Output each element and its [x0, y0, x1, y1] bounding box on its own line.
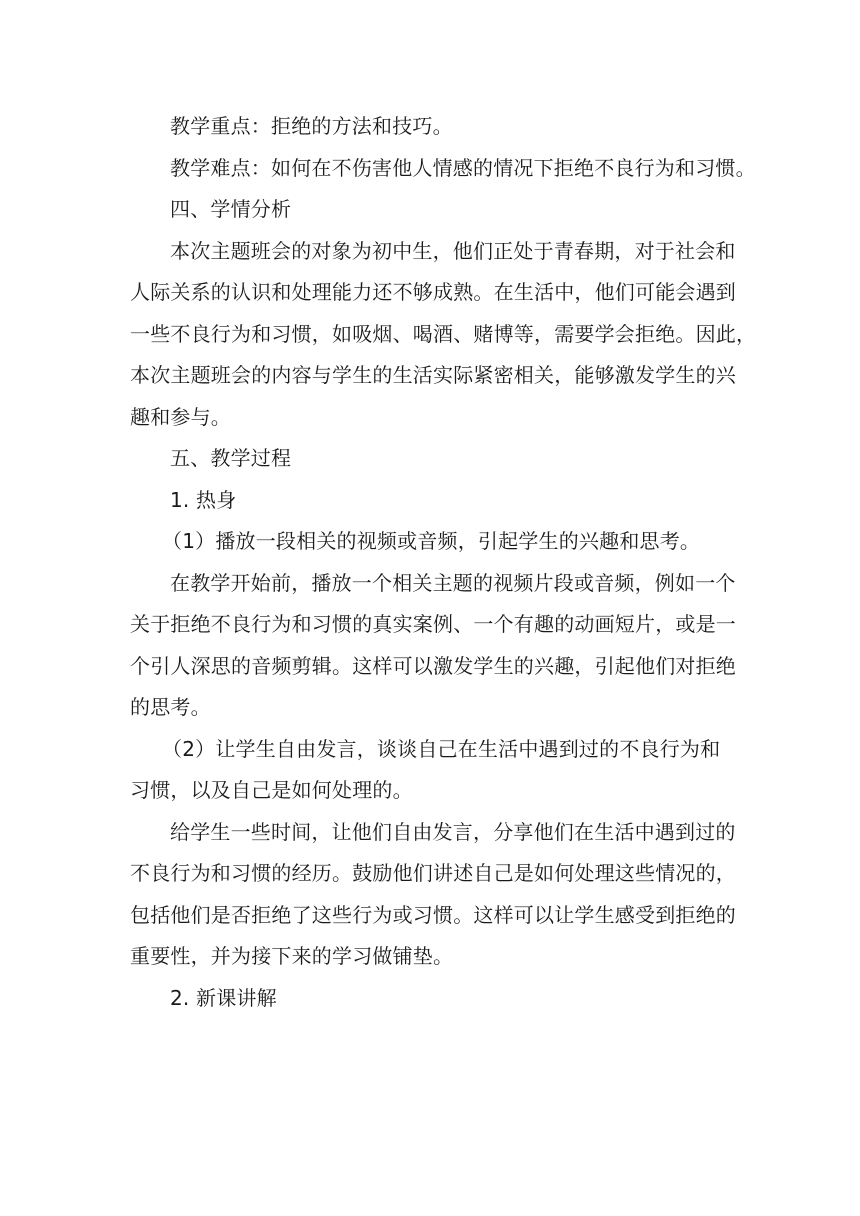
section-heading: 四、学情分析	[170, 197, 292, 221]
text-line: 趣和参与。	[130, 404, 231, 429]
subsection-heading: 1. 热身	[170, 487, 237, 512]
text-line: 教学重点：拒绝的方法和技巧。	[170, 114, 453, 138]
text-line: 关于拒绝不良行为和习惯的真实案例、一个有趣的动画短片，或是一	[130, 612, 736, 636]
text-line: 在教学开始前，播放一个相关主题的视频片段或音频，例如一个	[170, 570, 736, 595]
text-line: 人际关系的认识和处理能力还不够成熟。在生活中，他们可能会遇到	[130, 280, 736, 304]
document-body	[130, 106, 757, 1019]
text-line: 重要性，并为接下来的学习做铺垫。	[130, 944, 454, 968]
text-line: 给学生一些时间，让他们自由发言，分享他们在生活中遇到过的	[170, 819, 736, 844]
text-line: （1）播放一段相关的视频或音频，引起学生的兴趣和思考。	[162, 529, 701, 553]
text-line: 教学难点：如何在不伤害他人情感的情况下拒绝不良行为和习惯。	[170, 155, 756, 180]
text-line: 不良行为和习惯的经历。鼓励他们讲述自己是如何处理这些情况的，	[130, 861, 736, 885]
text-line: 包括他们是否拒绝了这些行为或习惯。这样可以让学生感受到拒绝的	[130, 902, 736, 927]
text-line: 个引人深思的音频剪辑。这样可以激发学生的兴趣，引起他们对拒绝	[130, 653, 736, 678]
text-line: 本次主题班会的对象为初中生，他们正处于青春期，对于社会和	[170, 238, 736, 263]
section-heading: 五、教学过程	[170, 446, 292, 470]
text-line: 习惯，以及自己是如何处理的。	[130, 778, 413, 802]
text-line: 一些不良行为和习惯，如吸烟、喝酒、赌博等，需要学会拒绝。因此，	[130, 321, 757, 346]
text-line: 的思考。	[130, 695, 211, 719]
text-line: 本次主题班会的内容与学生的生活实际紧密相关，能够激发学生的兴	[130, 363, 736, 387]
subsection-heading: 2. 新课讲解	[170, 985, 277, 1010]
text-line: （2）让学生自由发言，谈谈自己在生活中遇到过的不良行为和	[162, 736, 721, 761]
